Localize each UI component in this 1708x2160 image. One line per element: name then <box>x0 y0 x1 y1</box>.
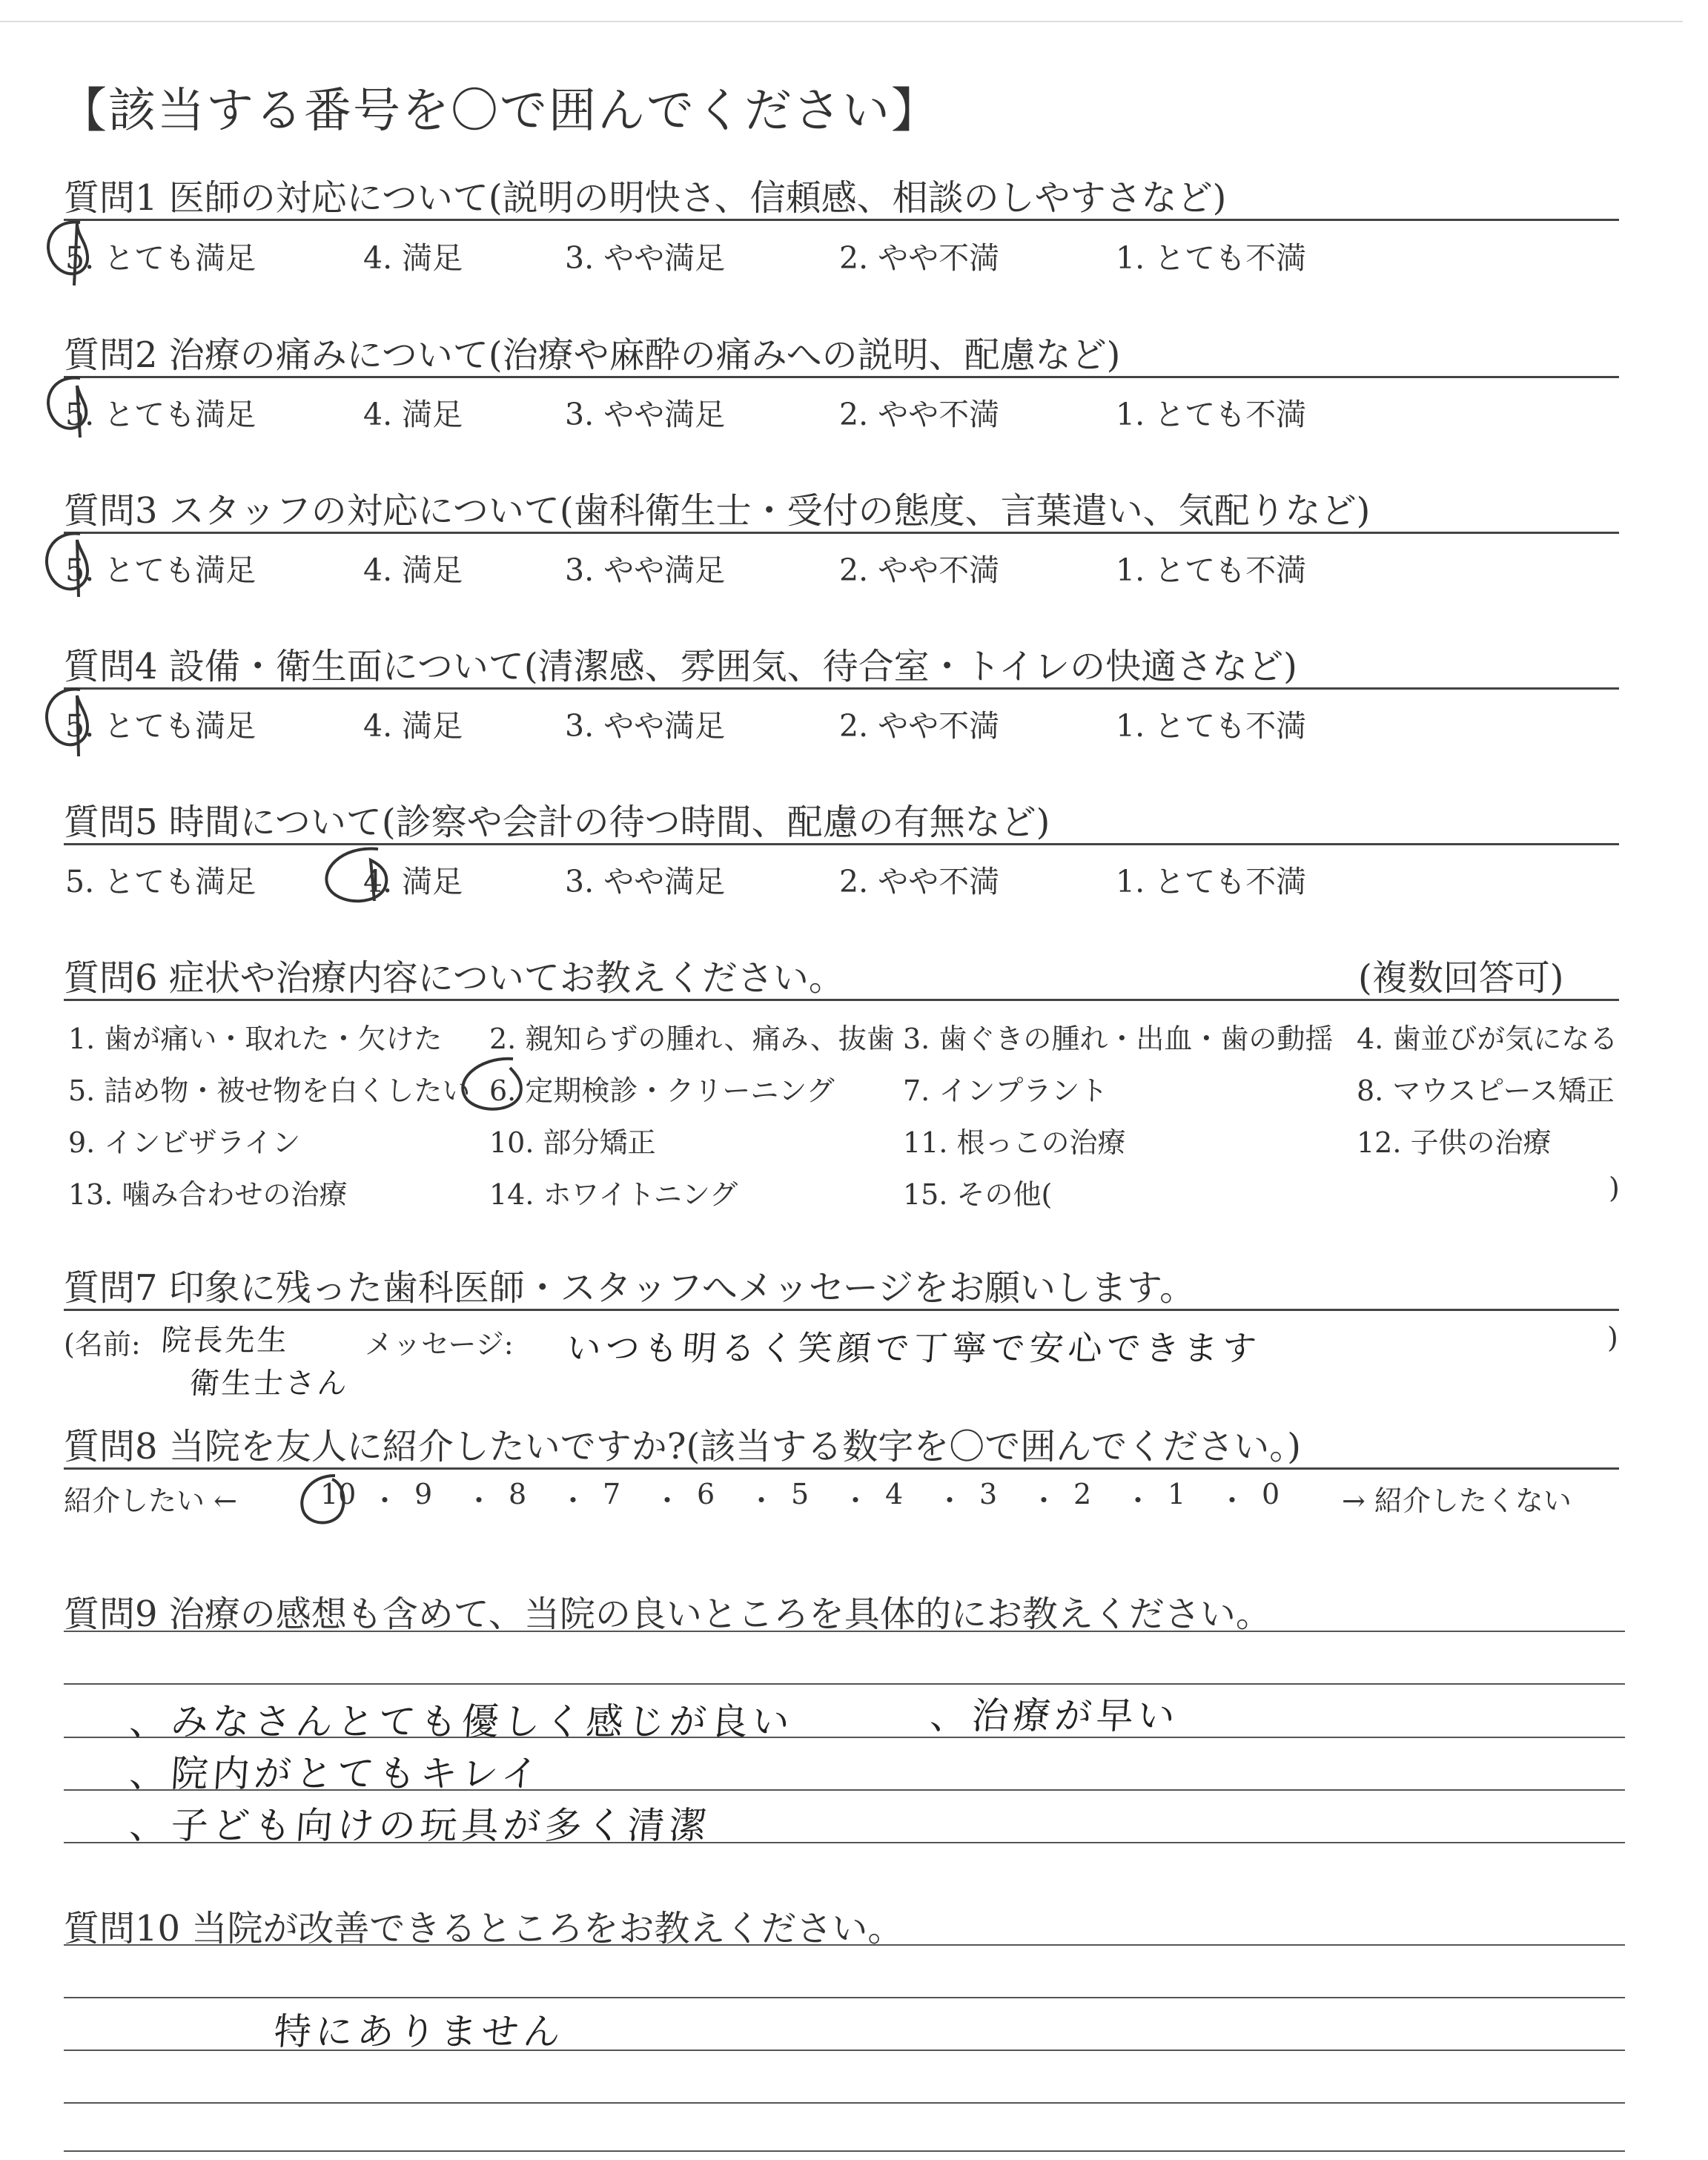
q4-option-3[interactable]: 3. やや満足 <box>565 708 726 744</box>
q6-item-15-close: ) <box>1609 1172 1620 1204</box>
q4-rule <box>64 687 1619 690</box>
q10-answer[interactable]: 特にありません <box>272 2010 566 2053</box>
q4-option-5[interactable]: 5. とても満足 <box>65 708 256 744</box>
q6-item-7[interactable]: 7. インプラント <box>903 1074 1108 1107</box>
q8-title: 質問8 当院を友人に紹介したいですか?(該当する数字を〇で囲んでください。) <box>64 1426 1301 1467</box>
top-edge-line <box>0 21 1683 22</box>
q7-message-label: メッセージ: <box>365 1328 514 1361</box>
q4-option-1[interactable]: 1. とても不満 <box>1116 708 1307 744</box>
q6-item-3[interactable]: 3. 歯ぐきの腫れ・出血・歯の動揺 <box>903 1023 1334 1055</box>
q7-rule <box>64 1309 1619 1311</box>
q5-option-2[interactable]: 2. やや不満 <box>839 864 1000 899</box>
q6-item-5[interactable]: 5. 詰め物・被せ物を白くしたい <box>68 1074 471 1107</box>
q8-scale-separator: ・ <box>747 1484 776 1517</box>
q8-scale-8[interactable]: 8 <box>509 1478 527 1510</box>
q8-scale-separator: ・ <box>1030 1484 1059 1517</box>
q10-title: 質問10 当院が改善できるところをお教えください。 <box>64 1908 904 1949</box>
q9-line-2 <box>64 1683 1625 1685</box>
q7-close-paren: ) <box>1607 1321 1618 1354</box>
q7-name-1[interactable]: 院長先生 <box>160 1324 291 1358</box>
q1-title: 質問1 医師の対応について(説明の明快さ、信頼感、相談のしやすさなど) <box>64 177 1227 219</box>
q1-option-4[interactable]: 4. 満足 <box>363 240 463 276</box>
q10-line-1 <box>64 1944 1625 1946</box>
q7-title: 質問7 印象に残った歯科医師・スタッフへメッセージをお願いします。 <box>64 1267 1196 1309</box>
q9-title: 質問9 治療の感想も含めて、当院の良いところを具体的にお教えください。 <box>64 1593 1271 1635</box>
q8-scale-6[interactable]: 6 <box>697 1478 715 1510</box>
q4-option-4[interactable]: 4. 満足 <box>363 708 463 744</box>
q6-item-1[interactable]: 1. 歯が痛い・取れた・欠けた <box>68 1023 443 1055</box>
q2-title: 質問2 治療の痛みについて(治療や麻酔の痛みへの説明、配慮など) <box>64 334 1121 376</box>
q4-title: 質問4 設備・衛生面について(清潔感、雰囲気、待合室・トイレの快適さなど) <box>64 646 1297 687</box>
q3-title: 質問3 スタッフの対応について(歯科衛生士・受付の態度、言葉遣い、気配りなど) <box>64 490 1371 532</box>
q8-scale-7[interactable]: 7 <box>603 1478 621 1510</box>
q6-item-11[interactable]: 11. 根っこの治療 <box>903 1126 1126 1159</box>
q8-scale-3[interactable]: 3 <box>979 1478 998 1510</box>
q10-line-4 <box>64 2102 1625 2104</box>
q8-scale-separator: ・ <box>371 1484 400 1517</box>
q3-option-5[interactable]: 5. とても満足 <box>65 552 256 588</box>
q6-item-14[interactable]: 14. ホワイトニング <box>489 1178 738 1211</box>
q9-answer-3[interactable]: 、子ども向けの玩具が多く清潔 <box>128 1804 712 1847</box>
q8-scale-separator: ・ <box>841 1484 870 1517</box>
q3-rule <box>64 532 1619 534</box>
q8-right-label: → 紹介したくない <box>1342 1484 1572 1517</box>
q8-rule <box>64 1467 1619 1470</box>
q5-title: 質問5 時間について(診察や会計の待つ時間、配慮の有無など) <box>64 802 1050 843</box>
q2-option-3[interactable]: 3. やや満足 <box>565 397 726 432</box>
q5-option-3[interactable]: 3. やや満足 <box>565 864 726 899</box>
q6-item-2[interactable]: 2. 親知らずの腫れ、痛み、抜歯 <box>489 1023 895 1055</box>
q3-option-2[interactable]: 2. やや不満 <box>839 552 1000 588</box>
q1-option-2[interactable]: 2. やや不満 <box>839 240 1000 276</box>
q1-option-1[interactable]: 1. とても不満 <box>1116 240 1307 276</box>
q6-item-13[interactable]: 13. 噛み合わせの治療 <box>68 1178 348 1211</box>
q7-name-label: (名前: <box>64 1328 141 1361</box>
q3-option-3[interactable]: 3. やや満足 <box>565 552 726 588</box>
q8-scale-10[interactable]: 10 <box>320 1478 357 1510</box>
q6-rule <box>64 999 1619 1001</box>
q6-multi-note: (複数回答可) <box>1358 957 1564 999</box>
q8-scale-0[interactable]: 0 <box>1262 1478 1280 1510</box>
q8-scale-separator: ・ <box>936 1484 964 1517</box>
q6-item-6[interactable]: 6. 定期検診・クリーニング <box>489 1074 835 1107</box>
q8-scale-9[interactable]: 9 <box>414 1478 433 1510</box>
q9-answer-2[interactable]: 、院内がとてもキレイ <box>128 1752 544 1795</box>
q7-name-2[interactable]: 衛生士さん <box>188 1367 351 1401</box>
q8-scale-2[interactable]: 2 <box>1073 1478 1092 1510</box>
q7-message[interactable]: いつも明るく笑顔で丁寧で安心できます <box>565 1328 1262 1368</box>
q5-rule <box>64 843 1619 845</box>
q5-option-5[interactable]: 5. とても満足 <box>65 864 256 899</box>
q8-left-label: 紹介したい ← <box>64 1484 237 1517</box>
q8-scale-1[interactable]: 1 <box>1168 1478 1186 1510</box>
q3-option-4[interactable]: 4. 満足 <box>363 552 463 588</box>
q6-item-10[interactable]: 10. 部分矯正 <box>489 1126 656 1159</box>
q8-scale-separator: ・ <box>559 1484 588 1517</box>
q9-answer-1b[interactable]: 、治療が早い <box>928 1694 1181 1737</box>
q4-option-2[interactable]: 2. やや不満 <box>839 708 1000 744</box>
q1-rule <box>64 219 1619 221</box>
q2-option-2[interactable]: 2. やや不満 <box>839 397 1000 432</box>
q9-line-1 <box>64 1631 1625 1632</box>
page-heading: 【該当する番号を〇で囲んでください】 <box>59 84 940 139</box>
q6-title: 質問6 症状や治療内容についてお教えください。 <box>64 957 844 999</box>
q2-rule <box>64 376 1619 378</box>
q6-item-4[interactable]: 4. 歯並びが気になる <box>1357 1023 1618 1055</box>
q6-item-15[interactable]: 15. その他( <box>903 1178 1053 1211</box>
q6-item-8[interactable]: 8. マウスピース矯正 <box>1357 1074 1615 1107</box>
q5-option-4[interactable]: 4. 満足 <box>363 864 463 899</box>
q8-scale-separator: ・ <box>1218 1484 1247 1517</box>
q8-scale-5[interactable]: 5 <box>791 1478 810 1510</box>
q3-option-1[interactable]: 1. とても不満 <box>1116 552 1307 588</box>
q8-scale-4[interactable]: 4 <box>885 1478 904 1510</box>
q1-option-5[interactable]: 5. とても満足 <box>65 240 256 276</box>
q9-answer-1[interactable]: 、みなさんとても優しく感じが良い <box>128 1700 795 1743</box>
q6-item-12[interactable]: 12. 子供の治療 <box>1357 1126 1552 1159</box>
q5-option-1[interactable]: 1. とても不満 <box>1116 864 1307 899</box>
q1-option-3[interactable]: 3. やや満足 <box>565 240 726 276</box>
q8-scale-separator: ・ <box>465 1484 494 1517</box>
q10-line-5 <box>64 2150 1625 2152</box>
q2-option-4[interactable]: 4. 満足 <box>363 397 463 432</box>
q10-line-2 <box>64 1997 1625 1998</box>
q8-scale-separator: ・ <box>653 1484 682 1517</box>
q2-option-5[interactable]: 5. とても満足 <box>65 397 256 432</box>
q2-option-1[interactable]: 1. とても不満 <box>1116 397 1307 432</box>
q6-item-9[interactable]: 9. インビザライン <box>68 1126 301 1159</box>
q8-scale-separator: ・ <box>1124 1484 1153 1517</box>
